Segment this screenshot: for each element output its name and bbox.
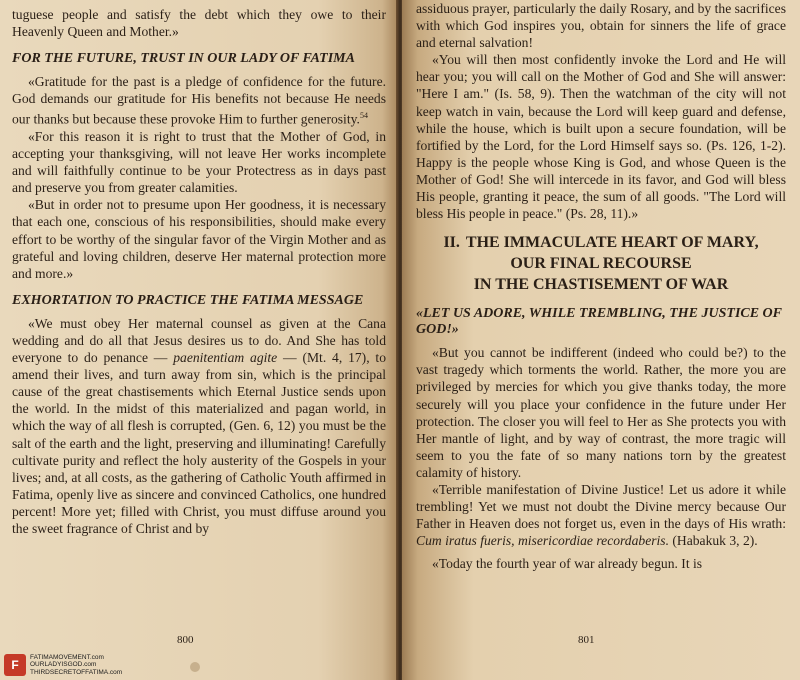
left-section-heading-exhortation: EXHORTATION TO PRACTICE THE FATIMA MESSAGE [12,292,364,308]
latin-quote: Cum iratus fueris, misericordiae recordaberis. [416,533,669,549]
left-paragraph-obey [12,315,386,537]
chapter-title-line-1: THE IMMACULATE HEART OF MARY, [465,234,759,252]
watermark-line-2: OURLADYISGOD.com [30,661,97,668]
right-paragraph-indifferent: «But you cannot be indifferent (indeed who could be?) to the vast tragedy which torments the world. Rather, the more you are privileged by mercies for which you give thanks today, the more securely will you place your confidence in the future under Her protection. The closer you will feel to Her as She protects you with Her mantle of light, and by way of contrast, the more tragic will seem to you the fate of so many nations torn by the greatest calamity of history. [416,345,786,480]
right-paragraph-today: «Today the fourth year of war already begun. It is [432,556,703,572]
left-paragraph-obey-part1: «We must obey Her maternal counsel as given at the Cana wedding and do all that Jesus desires us to do. And She has told everyone to do penance — [12,315,386,366]
watermark-text [30,654,122,677]
chapter-heading [416,232,786,295]
left-section-heading-trust: FOR THE FUTURE, TRUST IN OUR LADY OF FATIMA [12,51,355,67]
footnote-ref: 54 [359,111,368,121]
left-paragraph-gratitude-text: «Gratitude for the past is a pledge of confidence for the future. God demands our gratitude for His benefits not because He needs our thanks but because these provoke Him to further generosity. [12,74,386,127]
right-page [402,0,800,680]
watermark-logo-icon: F [4,654,26,676]
chapter-title-line-3: IN THE CHASTISEMENT OF WAR [473,276,729,294]
right-continued-paragraph: assiduous prayer, particularly the daily Rosary, and by the sacrifices with which God inspires you, obtain for sinners the life of grace and eternal salvation! [416,1,786,51]
left-continued-paragraph: tuguese people and satisfy the debt which they owe to their Heavenly Queen and Mother.» [12,7,386,40]
right-paragraph-invoke: «You will then most confidently invoke the Lord and He will hear you; you will call on the Mother of God and She will answer: "Here I am." (Is. 58, 9). Then the watchman of the city will not keep watch in vain, because the Lord will keep guard and defense, while the house, which is built upon a secure foundation, will be fortified by the Lord, for the Lord Himself says so. (Ps. 126, 1-2). Happy is the people whose King is God, and whose Queen is the Mother of God! She will intercede in its favor, and God will bless His people, granting it peace, the sum of all goods. "The Lord will bless His people in peace." (Ps. 28, 11).» [416,52,786,222]
right-paragraph-terrible-part2: (Habakuk 3, 2). [668,533,758,549]
left-paragraph-obey-part2: — (Mt. 4, 17), to amend their lives, and turn away from sin, which is the principal cause of the great chastisements which Eternal Justice sends upon the world. In the midst of this materialized and pagan world, in which the way of all flesh is corrupted, (Gen. 6, 12) you must be the salt of the earth and the light, preserving and illuminating! Carefully cultivate purity and reflect the holy austerity of the Gospels in your lives; and, at all costs, as the gathering of Catholic Youth affirmed in Fatima, openly live as sincere and convinced Catholics, one hundred percent! More yet; filled with Christ, you must diffuse around you the sweet fragrance of Christ and by [12,350,386,536]
left-paragraph-gratitude [12,73,386,128]
latin-phrase: paenitentiam agite [173,350,278,366]
right-paragraph-terrible [416,481,786,549]
left-page [0,0,398,680]
watermark-line-3: THIRDSECRETOFFATIMA.com [30,668,123,676]
right-page-number: 801 [578,634,595,646]
chapter-title-line-2: OUR FINAL RECOURSE [510,255,692,273]
right-section-heading-adore: «LET US ADORE, WHILE TREMBLING, THE JUSTICE OF GOD!» [416,306,782,338]
left-paragraph-presume: «But in order not to presume upon Her goodness, it is necessary that each one, conscious of his responsibilities, should make every effort to be worthy of the singular favor of the Virgin Mother and as grateful and loving children, deserve Her maternal protection more and more.» [12,197,386,281]
site-watermark [4,654,122,677]
right-paragraph-terrible-part1: «Terrible manifestation of Divine Justice! Let us adore it while trembling! Yet we must not doubt the Divine mercy because Our Father in Heaven does not forget us, even in the days of His wrath: [416,481,786,532]
page-stamp-mark [190,662,200,672]
left-paragraph-trust: «For this reason it is right to trust that the Mother of God, in accepting your thanksgiving, will not leave Her works incomplete and will faithfully continue to be your Protectress as in days past and preserve you from greater calamities. [12,129,386,196]
watermark-line-1: FATIMAMOVEMENT.com [30,653,104,661]
chapter-number: II. [443,234,460,252]
left-page-number: 800 [177,634,194,646]
